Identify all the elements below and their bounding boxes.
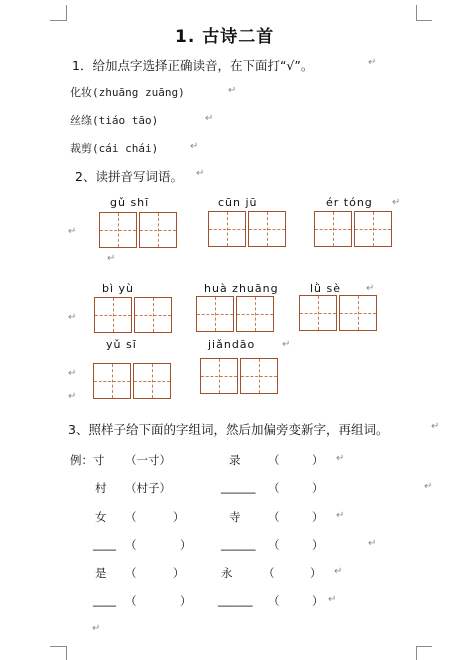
writing-cell[interactable]: [240, 358, 278, 394]
crop-mark: [416, 5, 417, 21]
writing-cell[interactable]: [299, 295, 337, 331]
paragraph-mark: ↵: [282, 339, 291, 350]
q3-paren-open: （: [263, 566, 275, 580]
writing-cell[interactable]: [139, 212, 177, 248]
pinyin-2: cūn jū: [218, 196, 258, 209]
writing-cell[interactable]: [314, 211, 352, 247]
crop-mark: [416, 20, 432, 21]
paragraph-mark: ↵: [92, 623, 101, 634]
crop-mark: [416, 646, 417, 660]
writing-box-1[interactable]: [99, 212, 179, 248]
q3-paren-open: （: [125, 538, 137, 552]
writing-cell[interactable]: [200, 358, 238, 394]
q3-blank[interactable]: ______: [221, 480, 256, 494]
pinyin-6: lǜ sè: [310, 282, 342, 295]
writing-cell[interactable]: [339, 295, 377, 331]
pinyin-5: huà zhuāng: [204, 282, 279, 295]
q3-paren-open: （: [268, 453, 280, 467]
crop-mark: [50, 20, 66, 21]
q3-paren-close: ）: [180, 594, 192, 608]
paragraph-mark: ↵: [68, 368, 77, 379]
q3-paren-close: ）: [173, 510, 185, 524]
pinyin-1: gǔ shī: [110, 196, 150, 209]
pinyin-4: bì yù: [102, 282, 135, 295]
q3-char: 寺: [229, 510, 241, 524]
q3-example-char: 例：寸: [70, 453, 105, 467]
paragraph-mark: ↵: [68, 226, 77, 237]
q3-paren-open: （: [125, 510, 137, 524]
q3-paren-close: ）: [312, 510, 324, 524]
paragraph-mark: ↵: [368, 57, 377, 68]
writing-box-6[interactable]: [299, 295, 379, 331]
pinyin-7: yǔ sī: [106, 338, 137, 351]
q3-paren-close: ）: [180, 538, 192, 552]
paragraph-mark: ↵: [205, 113, 214, 124]
q3-example-word: （村子）: [125, 481, 171, 495]
q2-prompt: 2、读拼音写词语。: [75, 169, 183, 184]
writing-box-5[interactable]: [196, 296, 276, 332]
q3-blank[interactable]: ______: [218, 593, 253, 607]
paragraph-mark: ↵: [328, 594, 337, 605]
paragraph-mark: ↵: [228, 85, 237, 96]
paragraph-mark: ↵: [196, 168, 205, 179]
q3-char: 录: [229, 453, 241, 467]
page-title: 1. 古诗二首: [175, 27, 275, 47]
q3-example-word: （一寸）: [125, 453, 171, 467]
paragraph-mark: ↵: [190, 141, 199, 152]
paragraph-mark: ↵: [68, 312, 77, 323]
writing-box-2[interactable]: [208, 211, 288, 247]
q3-char: 是: [95, 566, 107, 580]
writing-box-7[interactable]: [93, 363, 173, 399]
crop-mark: [416, 646, 432, 647]
pinyin-3: ér tóng: [326, 196, 373, 209]
q3-paren-open: （: [125, 566, 137, 580]
writing-cell[interactable]: [208, 211, 246, 247]
writing-cell[interactable]: [133, 363, 171, 399]
paragraph-mark: ↵: [431, 421, 440, 432]
writing-cell[interactable]: [196, 296, 234, 332]
q3-paren-open: （: [268, 594, 280, 608]
writing-cell[interactable]: [93, 363, 131, 399]
q3-paren-close: ）: [312, 481, 324, 495]
q3-paren-open: （: [268, 538, 280, 552]
q3-paren-close: ）: [173, 566, 185, 580]
paragraph-mark: ↵: [368, 538, 377, 549]
writing-box-8[interactable]: [200, 358, 280, 394]
q3-paren-close: ）: [310, 566, 322, 580]
q3-char: 女: [95, 510, 107, 524]
q1-item-1: 化妆(zhuāng zuāng): [70, 86, 185, 99]
q3-char: 永: [221, 566, 233, 580]
q3-blank[interactable]: ____: [93, 537, 116, 551]
writing-box-4[interactable]: [94, 297, 174, 333]
q3-paren-open: （: [125, 594, 137, 608]
writing-cell[interactable]: [354, 211, 392, 247]
paragraph-mark: ↵: [336, 453, 345, 464]
q3-paren-open: （: [268, 510, 280, 524]
crop-mark: [66, 5, 67, 21]
paragraph-mark: ↵: [392, 197, 401, 208]
q3-blank[interactable]: ____: [93, 593, 116, 607]
paragraph-mark: ↵: [424, 481, 433, 492]
q1-item-3: 裁剪(cái chái): [70, 142, 159, 155]
q1-item-2: 丝绦(tiáo tāo): [70, 114, 159, 127]
q3-paren-close: ）: [312, 594, 324, 608]
paragraph-mark: ↵: [334, 566, 343, 577]
paragraph-mark: ↵: [68, 391, 77, 402]
writing-cell[interactable]: [94, 297, 132, 333]
q3-paren-open: （: [268, 481, 280, 495]
writing-box-3[interactable]: [314, 211, 394, 247]
q3-char: 村: [95, 481, 107, 495]
q3-paren-close: ）: [312, 453, 324, 467]
crop-mark: [66, 646, 67, 660]
paragraph-mark: ↵: [366, 283, 375, 294]
q3-prompt: 3、照样子给下面的字组词，然后加偏旁变新字，再组词。: [68, 422, 389, 437]
q1-prompt: 1．给加点字选择正确读音，在下面打“√”。: [72, 58, 314, 73]
writing-cell[interactable]: [248, 211, 286, 247]
crop-mark: [50, 646, 66, 647]
writing-cell[interactable]: [99, 212, 137, 248]
writing-cell[interactable]: [236, 296, 274, 332]
q3-blank[interactable]: ______: [221, 537, 256, 551]
writing-cell[interactable]: [134, 297, 172, 333]
paragraph-mark: ↵: [107, 253, 116, 264]
pinyin-8: jiǎndāo: [208, 338, 256, 351]
paragraph-mark: ↵: [336, 510, 345, 521]
q3-paren-close: ）: [312, 538, 324, 552]
